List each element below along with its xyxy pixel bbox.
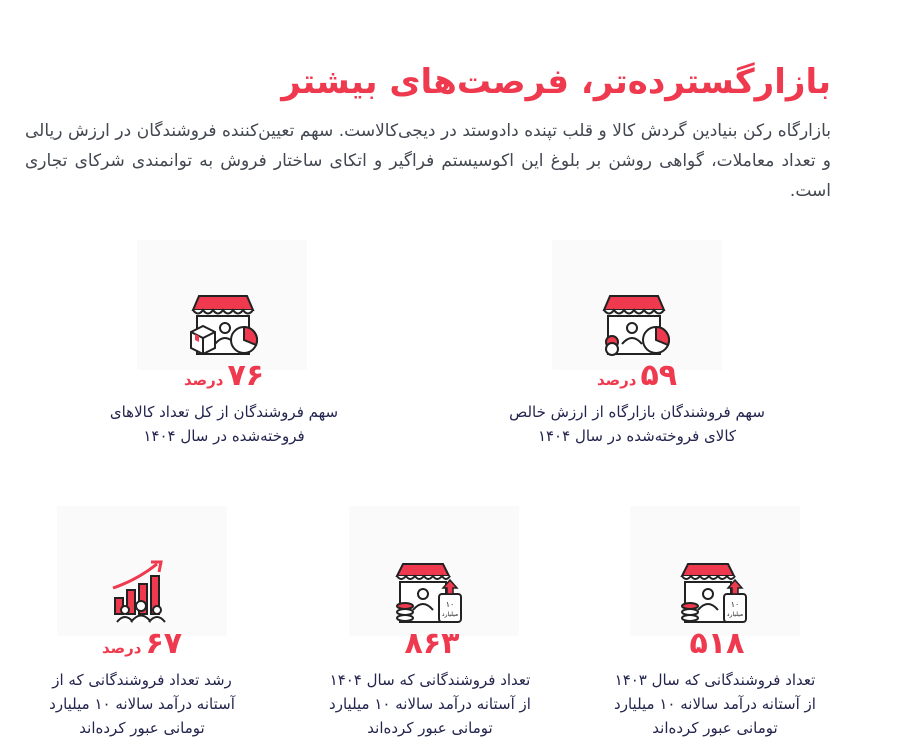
stat-card [487, 292, 787, 448]
storefront-pie-chart-icon [602, 292, 672, 358]
stat-description: تعداد فروشندگانی که سال ۱۴۰۴ از آستانه درآمد سالانه ۱۰ میلیارد تومانی عبور کرده‌اند [329, 671, 531, 737]
stat-value: ۸۶۳ [404, 626, 460, 661]
stat-unit: درصد [101, 639, 142, 657]
stat-card [565, 560, 865, 740]
badge-number: ۱۰ [445, 600, 455, 609]
storefront-coins-10-billion-icon [680, 560, 750, 626]
stat-unit: درصد [183, 371, 224, 389]
stat-description: سهم فروشندگان از کل تعداد کالاهای فروخته‌شده در سال ۱۴۰۴ [109, 403, 339, 445]
stat-card [280, 560, 580, 740]
stat-unit: درصد [596, 371, 637, 389]
growth-chart-people-icon [107, 560, 177, 626]
intro-paragraph: بازارگاه رکن بنیادین گردش کالا و قلب تپنده دادوستد در دیجی‌کالاست. سهم تعیین‌کننده فروشندگان در ارزش ریالی و تعداد معاملات، گواهی روشن بر بلوغ این اکوسیستم فراگیر و اتکای ساختار فروش به توانمندی شرکای تجاری است. [25, 121, 831, 201]
storefront-coins-10-billion-icon [395, 560, 465, 626]
stat-description: تعداد فروشندگانی که سال ۱۴۰۳ از آستانه درآمد سالانه ۱۰ میلیارد تومانی عبور کرده‌اند [614, 671, 816, 737]
badge-unit: میلیارد [441, 611, 459, 618]
stat-value: ۷۶درصد [183, 358, 265, 393]
stat-description: رشد تعداد فروشندگانی که از آستانه درآمد سالانه ۱۰ میلیارد تومانی عبور کرده‌اند [49, 671, 235, 737]
stat-value: ۵۱۸ [689, 626, 745, 661]
storefront-box-pie-chart-icon [189, 292, 259, 358]
section-title: بازارگسترده‌تر، فرصت‌های بیشتر [281, 62, 831, 102]
stat-value: ۵۹درصد [596, 358, 678, 393]
stat-value: ۶۷درصد [101, 626, 183, 661]
stat-description: سهم فروشندگان بازارگاه از ارزش خالص کالای فروخته‌شده در سال ۱۴۰۴ [509, 403, 765, 445]
badge-number: ۱۰ [730, 600, 740, 609]
badge-unit: میلیارد [726, 611, 744, 618]
stat-card [74, 292, 374, 448]
stat-card [0, 560, 292, 740]
